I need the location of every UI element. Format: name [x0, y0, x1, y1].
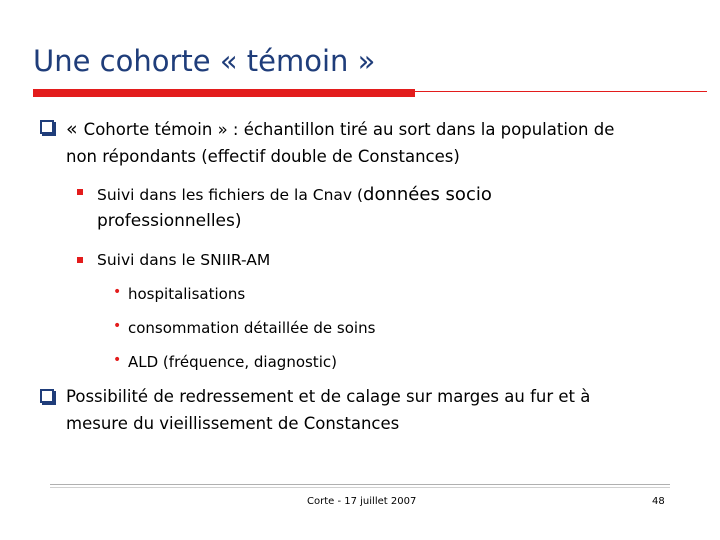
bullet-1-text: Cohorte témoin » : échantillon tiré au sort dans la population de [83, 120, 615, 139]
bullet-2-line-2: mesure du vieillissement de Constances [66, 414, 400, 433]
dot-bullet-icon: • [113, 318, 122, 334]
list-item: consommation détaillée de soins [128, 319, 376, 337]
checkbox-bullet-icon [40, 389, 54, 403]
page-number: 48 [652, 496, 665, 507]
list-item: ALD (fréquence, diagnostic) [128, 353, 337, 371]
sub-bullet-a-text-1: Suivi dans les fichiers de la Cnav ( [97, 186, 364, 204]
checkbox-bullet-icon [40, 120, 54, 134]
list-item: hospitalisations [128, 285, 246, 303]
bullet-1-line-1 [66, 118, 614, 140]
slide-title: Une cohorte « témoin » [33, 44, 376, 78]
bullet-1-guillemet: « [66, 118, 84, 140]
footer-date: Corte - 17 juillet 2007 [307, 496, 417, 507]
sub-bullet-a-line-1 [97, 184, 492, 205]
title-underline-thick [33, 89, 415, 97]
footer-rule-secondary [50, 487, 670, 488]
square-bullet-icon [77, 189, 83, 195]
bullet-1-line-2: non répondants (effectif double de Constances) [66, 147, 460, 166]
dot-bullet-icon: • [113, 352, 122, 368]
square-bullet-icon [77, 257, 83, 263]
footer-rule [50, 484, 670, 485]
dot-bullet-icon: • [113, 284, 122, 300]
title-underline-thin [415, 91, 707, 92]
sub-bullet-a-line-2: professionnelles) [97, 211, 242, 231]
sub-bullet-a-text-2: données socio [363, 184, 492, 205]
bullet-2-line-1: Possibilité de redressement et de calage sur marges au fur et à [66, 387, 591, 406]
sub-bullet-b-line: Suivi dans le SNIIR-AM [97, 251, 271, 269]
